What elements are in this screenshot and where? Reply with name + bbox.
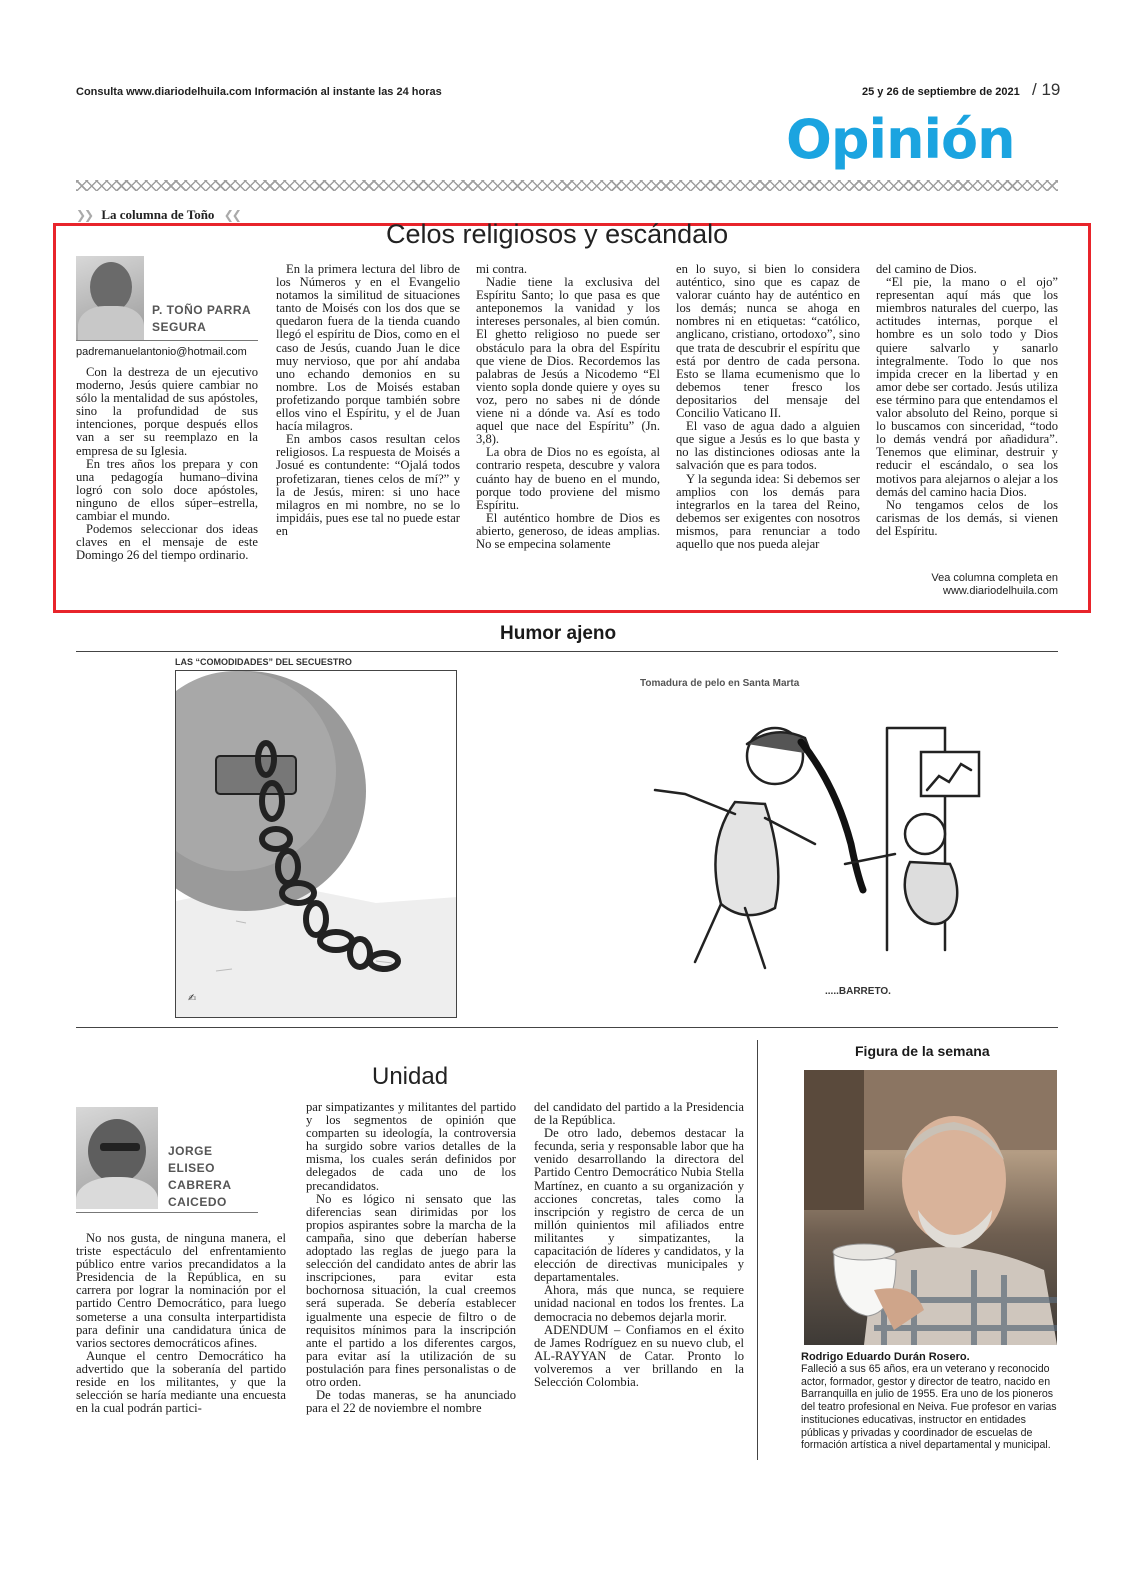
unidad-title: Unidad bbox=[372, 1063, 449, 1090]
article-column-4 bbox=[676, 263, 860, 551]
cartoon-2-label: Tomadura de pelo en Santa Marta bbox=[640, 678, 800, 689]
paragraph: ADENDUM – Confiamos en el éxito de James Rodríguez en su nuevo club, el AL-RAYYAN de Catar. Pronto lo volveremos a ver brillando en la Selección Colombia. bbox=[534, 1322, 744, 1389]
paragraph: En tres años los prepara y con una pedagogía humano–divina logró con solo doce apóstoles, ninguno de ellos súper–estrella, cambiar el mundo. bbox=[76, 456, 258, 524]
author-photo bbox=[76, 256, 144, 340]
unidad-column-3 bbox=[534, 1101, 744, 1389]
paragraph: No es lógico ni sensato que las diferencias sean dirimidas por los propios aspirantes sobre la marcha de la campaña, sino que deberían haberse adoptado las reglas de juego para la selección del candidato antes de abrir las inscripciones, para evitar esta bochornosa situación, la cual creemos será superada. Se debería establecer igualmente una especie de filtro o de requisitos mínimos para la inscripción ante el partido a los diferentes cargos, para evitar así la utilización de su postulación para fines personalistas o de otro orden. bbox=[306, 1191, 516, 1389]
paragraph: “El pie, la mano o el ojo” representan aquí más que los miembros naturales del cuerpo, las actitudes internas, porque el hombre es un solo todo y Dios quiere salvarlo y sanarlo integralmente. Todo lo que nos impida crecer en la libertad y en amor debe ser cortado. Jesús utiliza ese término para que entendamos el valor absoluto del Reino, porque si lo buscamos con sinceridad, “todo lo demás vendrá por añadidura”. Tenemos que eliminar, destruir y reducir el escándalo, o sea los motivos para alejarnos o alejar a los demás del camino hacia Dios. bbox=[876, 275, 1058, 499]
paragraph: No nos gusta, de ninguna manera, el triste espectáculo del enfrentamiento público entre varios precandidatos a la Presidencia de la República, en su carrera por lograr la nominación por el partido Centro Democrático, para luego someterse a una consulta interpartidista para definir una candidatura única de varios sectores democráticos afines. bbox=[76, 1231, 286, 1350]
paragraph: Aunque el centro Democrático ha advertido que la soberanía del partido reside en los militantes, y que la selección se haría mediante una encuesta en la cual podrán partici- bbox=[76, 1348, 286, 1416]
cartoon-signature: .....BARRETO. bbox=[825, 986, 891, 997]
masthead-site-line: Consulta www.diariodelhuila.com Información al instante las 24 horas bbox=[76, 86, 442, 98]
paragraph: del camino de Dios. bbox=[876, 262, 977, 276]
author-rule bbox=[76, 340, 258, 341]
ornament-divider bbox=[76, 180, 1058, 191]
figura-name: Rodrigo Eduardo Durán Rosero. bbox=[801, 1351, 970, 1363]
article-column-3 bbox=[476, 263, 660, 551]
paragraph: Podemos seleccionar dos ideas claves en el mensaje de este Domingo 26 del tiempo ordinario. bbox=[76, 522, 258, 563]
paragraph: De otro lado, debemos destacar la fecunda, seria y responsable labor que ha venido desarrollando la directora del Partido Centro Democrático Nubia Stella Martínez, en cuanto a su organización y acciones concretas, tales como la inscripción y registro de cerca de un millón quinientos mil afiliados entre militantes y simpatizantes, la capacitación de líderes y candidatos, y la elección de directivas municipales y departamentales. bbox=[534, 1126, 744, 1285]
svg-text:✍: ✍ bbox=[188, 993, 197, 1004]
page-number: / 19 bbox=[1032, 80, 1061, 99]
cartoon-1-label: LAS “COMODIDADES” DEL SECUESTRO bbox=[175, 657, 352, 667]
author-name-2: JORGE ELISEO CABRERA CAICEDO bbox=[168, 1144, 232, 1209]
unidad-column-2 bbox=[306, 1101, 516, 1415]
article-column-2 bbox=[276, 263, 460, 538]
paragraph: En la primera lectura del libro de los Números y en el Evangelio notamos la similitud de situaciones tanto de Moisés con los dos que se quedaron fuera de la tienda cuando llegó el espíritu de Dios, como en el caso de Jesús, cuando Juan le dice muy nervioso, que por ahí andaba uno echando demonios en su nombre. Los de Moisés estaban profetizando porque también sobre ellos vino el Espíritu, y el de Juan hacía milagros. bbox=[276, 262, 460, 434]
read-more-link[interactable] bbox=[900, 572, 1058, 598]
paragraph: Con la destreza de un ejecutivo moderno, Jesús quiere cambiar no sólo la mentalidad de sus apóstoles, sino la profundidad de sus intenciones, porque después ellos van a ser su reemplazo en la empresa de su Iglesia. bbox=[76, 365, 258, 458]
article-column-5 bbox=[876, 263, 1058, 538]
unidad-column-1 bbox=[76, 1232, 286, 1415]
masthead-date: 25 y 26 de septiembre de 2021 bbox=[862, 86, 1020, 98]
cartoon-santa-marta bbox=[625, 694, 985, 1004]
paragraph: En ambos casos resultan celos religiosos. La respuesta de Moisés a Josué es contundente: “Ojalá todos profetizaran, tienes celos de mí?” y la de Jesús, miren: si uno hace milagros en mi nombre, no se lo impidáis, pues ese tal no puede estar en bbox=[276, 432, 460, 538]
figura-caption: Falleció a sus 65 años, era un veterano y reconocido actor, formador, gestor y director de teatro, nacido en Barranquilla en julio de 1955. Era uno de los pioneros del teatro profesional en Neiva. Fue profesor en varias instituciones educativas, instructor en entidades públicas y privadas y coordinador de escuelas de formación artística a nivel departamental y municipal. bbox=[801, 1363, 1057, 1452]
kicker-text: La columna de Toño bbox=[101, 207, 215, 222]
paragraph: del candidato del partido a la Presidencia de la República. bbox=[534, 1100, 744, 1128]
figura-photo bbox=[804, 1070, 1057, 1345]
read-more-text: Vea columna completa en bbox=[931, 572, 1058, 584]
cartoon-kidnapping bbox=[175, 670, 457, 1018]
author-email: padremanuelantonio@hotmail.com bbox=[76, 346, 247, 358]
figura-divider bbox=[757, 1040, 758, 1460]
humor-rule-top bbox=[76, 651, 1058, 652]
paragraph: De todas maneras, se ha anunciado para el 22 de noviembre el nombre bbox=[306, 1388, 516, 1416]
author-photo-2 bbox=[76, 1107, 158, 1209]
paragraph: El auténtico hombre de Dios es abierto, generoso, de ideas amplias. No se empecina solamente bbox=[476, 510, 660, 551]
read-more-url[interactable]: www.diariodelhuila.com bbox=[943, 585, 1058, 597]
paragraph: Nadie tiene la exclusiva del Espíritu Santo; lo que pasa es que anteponemos la vanidad y los intereses personales, al bien común. El ghetto religioso no puede ser obstáculo para la obra del Espíritu que viene de Dios. Recordemos las palabras de Jesús a Nicodemo “El viento sopla donde quiere y oyes su voz, pero no sabes ni de dónde viene ni a dónde va. Así es todo aquel que nace del Espíritu” (Jn. 3,8). bbox=[476, 275, 660, 447]
article-column-1 bbox=[76, 366, 258, 562]
author-name: P. TOÑO PARRA SEGURA bbox=[152, 303, 251, 334]
paragraph: La obra de Dios no es egoísta, al contrario respeta, descubre y valora cuánto hay de bueno en el mundo, porque todo proviene del mismo Espíritu. bbox=[476, 445, 660, 512]
paragraph: en lo suyo, si bien lo considera auténtico, sino que es capaz de valorar cuánto hay de auténtico en los demás; nunca se ahoga en nombres ni en etiquetas: “católico, anglicano, cristiano, ortodoxo”, sino que trata de descubrir el espíritu que está por dentro de cada persona. Esto se llama ecumenismo que lo debemos tener fresco los depositarios del mensaje del Concilio Vaticano II. bbox=[676, 262, 860, 421]
double-chevron-right-icon: ❯❯ bbox=[76, 208, 93, 222]
paragraph: No tengamos celos de los carismas de los demás, si vienen del Espíritu. bbox=[876, 497, 1058, 538]
paragraph: par simpatizantes y militantes del partido y los segmentos de opinión que comparten su ideología, la controversia ha surgido sobre varios detalles de la misma, los cuales serán definidos por delegados de cada uno de los precandidatos. bbox=[306, 1100, 516, 1193]
humor-rule-bottom bbox=[76, 1027, 1058, 1028]
double-chevron-left-icon: ❮❮ bbox=[223, 208, 240, 222]
column-kicker bbox=[76, 207, 240, 223]
humor-title: Humor ajeno bbox=[500, 623, 617, 644]
paragraph: Ahora, más que nunca, se requiere unidad nacional en todos los frentes. La democracia no debemos dejarla morir. bbox=[534, 1283, 744, 1324]
paragraph: Y la segunda idea: Si debemos ser amplios con los demás para integrarlos en la tarea del Reino, debemos ser exigentes con nosotros mismos, para renunciar a todo aquello que nos pueda alejar bbox=[676, 471, 860, 551]
article-title: Celos religiosos y escándalo bbox=[386, 219, 729, 249]
section-title: Opinión bbox=[786, 108, 1015, 171]
author-rule-2 bbox=[76, 1212, 258, 1213]
paragraph: mi contra. bbox=[476, 262, 528, 276]
figura-title: Figura de la semana bbox=[855, 1043, 990, 1059]
paragraph: El vaso de agua dado a alguien que sigue a Jesús es lo que basta y no las distinciones odiosas ante la salvación que es para todos. bbox=[676, 419, 860, 473]
